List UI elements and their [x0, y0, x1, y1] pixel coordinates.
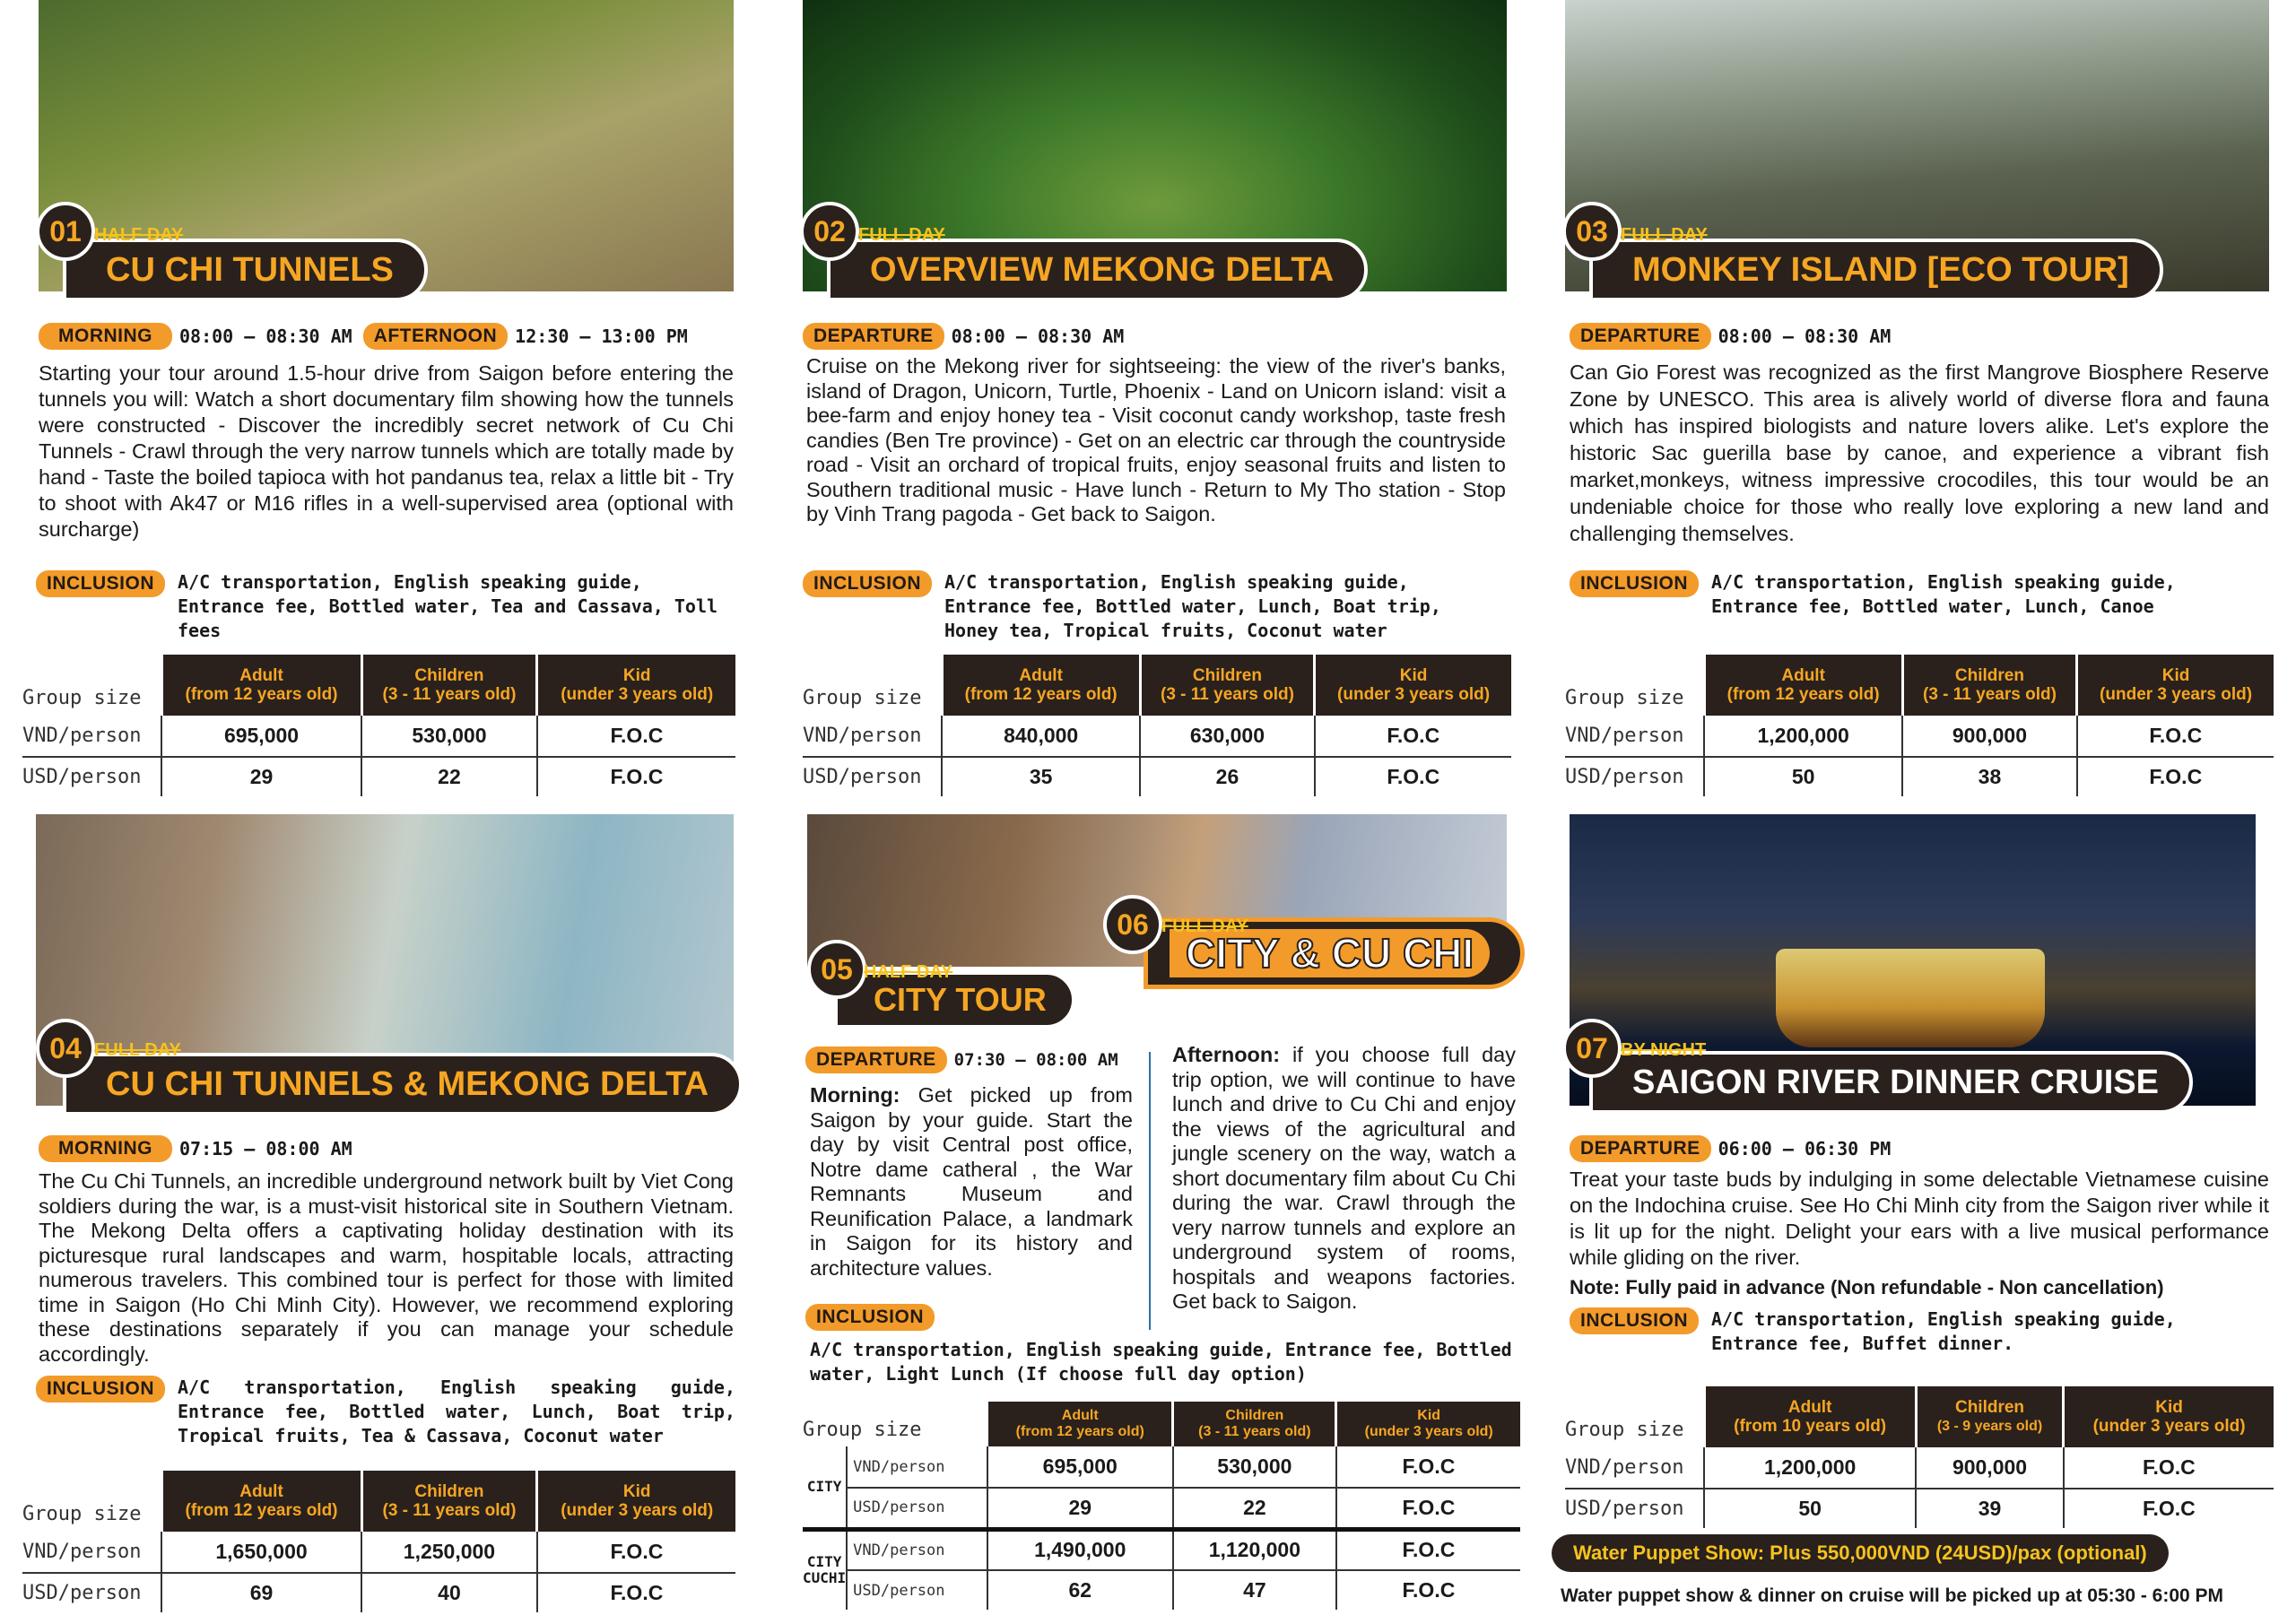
tour-title: SAIGON RIVER DINNER CRUISE — [1632, 1063, 2159, 1101]
departure-time: 07:30 – 08:00 AM — [953, 1050, 1118, 1070]
inclusion-text: A/C transportation, English speaking guide, Entrance fee, Bottled water, Lunch, Boat trip, Honey tea, Tropical fruits, Coconut water — [944, 571, 1441, 641]
children-header: Children (3 - 11 years old) — [361, 655, 537, 716]
children-header: Children (3 - 11 years old) — [361, 1471, 537, 1532]
usd-label: USD/person — [22, 1582, 142, 1604]
inclusion-tag: INCLUSION — [36, 570, 165, 597]
citycuchi-usd-row — [803, 1570, 1520, 1610]
city-usd-row — [803, 1488, 1520, 1529]
group-size-label: Group size — [22, 686, 142, 709]
tour-card-02 — [803, 0, 1507, 807]
price-table — [22, 1471, 735, 1612]
vnd-row — [22, 1532, 735, 1573]
price-vnd-children: 630,000 — [1140, 716, 1314, 757]
usd-label: USD/person — [1565, 1498, 1684, 1520]
usd-label: USD/person — [853, 1581, 945, 1600]
afternoon-description — [1172, 1043, 1516, 1315]
tour-card-01 — [22, 0, 734, 807]
price-usd-children: 39 — [1916, 1489, 2063, 1528]
price-vnd-children: 1,250,000 — [361, 1532, 537, 1573]
kid-header: Kid (under 3 years old) — [1315, 655, 1511, 716]
tour-type-label: HALF DAY — [94, 225, 184, 245]
price-city-usd-adult: 29 — [987, 1488, 1173, 1529]
departure-tag: DEPARTURE — [803, 323, 944, 350]
price-cc-usd-children: 47 — [1173, 1570, 1336, 1610]
tour-title-banner — [63, 1053, 743, 1116]
city-vnd-row — [803, 1446, 1520, 1488]
price-vnd-adult: 1,200,000 — [1704, 716, 1902, 757]
cruise-ship-lights — [1776, 949, 2045, 1047]
morning-time: 07:15 – 08:00 AM — [179, 1138, 352, 1159]
price-city-usd-kid: F.O.C — [1336, 1488, 1520, 1529]
adult-header: Adult (from 12 years old) — [1704, 655, 1902, 716]
inclusion-text: A/C transportation, English speaking guide, Entrance fee, Bottled water, Lunch, Boat trip, Tropical fruits, Tea & Cassava, Coconut water — [178, 1376, 735, 1446]
tour-description: Can Gio Forest was recognized as the first Mangrove Biosphere Reserve Zone by UNESCO. This area is alively world of diverse flora and fauna which has inspired biologists and nature lovers alike. Let's explore the historic Sac guerilla base by canoe, and experience a vibrant fish market,monkeys, witness impressive crocodiles, this tour would be an undeniable choice for those who really love exploring a new land and challenging themselves. — [1570, 360, 2269, 545]
kid-header: Kid (under 3 years old) — [2077, 655, 2274, 716]
tour-title-banner — [1589, 239, 2163, 301]
tour-title: OVERVIEW MEKONG DELTA — [870, 250, 1335, 289]
group-size-label: Group size — [22, 1502, 142, 1525]
afternoon-label: Afternoon: — [1172, 1043, 1281, 1066]
morning-tag: MORNING — [39, 323, 172, 350]
price-vnd-adult: 1,650,000 — [161, 1532, 361, 1573]
tour-number-badge: 07 — [1562, 1019, 1622, 1078]
tour-type-label: BY NIGHT — [1621, 1040, 1707, 1060]
tour-card-05-06 — [803, 814, 1520, 1624]
price-vnd-children: 900,000 — [1916, 1447, 2063, 1489]
tour-card-04 — [22, 814, 735, 1624]
price-vnd-adult: 1,200,000 — [1704, 1447, 1916, 1489]
tour-title: MONKEY ISLAND [ECO TOUR] — [1632, 250, 2129, 289]
adult-header: Adult (from 12 years old) — [161, 655, 361, 716]
price-usd-children: 26 — [1140, 757, 1314, 796]
price-table-city — [803, 1402, 1520, 1610]
group-size-label: Group size — [1565, 686, 1684, 709]
time-slots — [39, 323, 699, 350]
price-table — [1565, 1386, 2274, 1528]
afternoon-time: 12:30 – 13:00 PM — [515, 326, 688, 347]
price-cc-vnd-kid: F.O.C — [1336, 1529, 1520, 1570]
price-usd-kid: F.O.C — [2064, 1489, 2274, 1528]
price-vnd-children: 530,000 — [361, 716, 537, 757]
inclusion-tag: INCLUSION — [1570, 1307, 1699, 1334]
price-cc-usd-adult: 62 — [987, 1570, 1173, 1610]
children-header: Children (3 - 9 years old) — [1916, 1386, 2063, 1447]
kid-header: Kid (under 3 years old) — [2064, 1386, 2274, 1447]
city-label: CITY — [803, 1446, 847, 1529]
tour-number-badge: 04 — [36, 1019, 95, 1078]
vnd-row — [803, 716, 1511, 757]
inclusion-block — [1570, 570, 2269, 619]
price-cc-vnd-children: 1,120,000 — [1173, 1529, 1336, 1570]
price-usd-adult: 50 — [1704, 757, 1902, 796]
tour-description: Cruise on the Mekong river for sightseeing: the view of the river's banks, island of Dragon, Unicorn, Turtle, Phoenix - Land on Unicorn island: visit a bee-farm and enjoy honey tea - Visit coconut candy workshop, taste fresh candies (Ben Tre province) - Get on an electric car through the countryside road - Visit an orchard of tropical fruits, enjoy seasonal fruits and listen to Southern traditional music - Have lunch - Return to My Tho station - Stop by Vinh Trang pagoda - Get back to Saigon. — [806, 354, 1506, 525]
departure-tag: DEPARTURE — [1570, 1135, 1711, 1162]
usd-label: USD/person — [22, 766, 142, 788]
morning-description — [810, 1083, 1133, 1281]
tour-title-06: CITY & CU CHI — [1170, 929, 1490, 977]
usd-label: USD/person — [1565, 766, 1684, 788]
children-header: Children (3 - 11 years old) — [1140, 655, 1314, 716]
adult-header: Adult (from 12 years old) — [161, 1471, 361, 1532]
price-usd-adult: 29 — [161, 757, 361, 796]
price-usd-adult: 69 — [161, 1573, 361, 1612]
tour-description: Starting your tour around 1.5-hour drive from Saigon before entering the tunnels you will: Watch a short documentary film showing how the tunnels were constructed - Discover the incredibly secret network of Cu Chi Tunnels - Crawl through the very narrow tunnels which are totally made by hand - Taste the boiled tapioca with hot pandanus tea, relax a little bit - Try to shoot with Ak47 or M16 rifles in a well-supervised area (optional with surcharge) — [39, 361, 734, 541]
price-city-vnd-adult: 695,000 — [987, 1446, 1173, 1488]
kid-header: Kid (under 3 years old) — [537, 1471, 735, 1532]
tour-number-badge-06: 06 — [1103, 895, 1162, 954]
price-city-vnd-kid: F.O.C — [1336, 1446, 1520, 1488]
tour-type-label-06: FULL DAY — [1161, 916, 1248, 936]
afternoon-tag: AFTERNOON — [363, 323, 509, 350]
price-usd-children: 38 — [1902, 757, 2076, 796]
adult-header: Adult (from 12 years old) — [987, 1402, 1173, 1446]
tour-title-banner — [63, 239, 428, 301]
adult-header: Adult (from 10 years old) — [1704, 1386, 1916, 1447]
time-slots — [39, 1135, 363, 1162]
departure-time: 06:00 – 06:30 PM — [1718, 1138, 1892, 1159]
departure-time: 08:00 – 08:30 AM — [951, 326, 1125, 347]
price-usd-children: 40 — [361, 1573, 537, 1612]
inclusion-block — [803, 570, 1502, 643]
price-vnd-kid: F.O.C — [2064, 1447, 2274, 1489]
price-usd-adult: 50 — [1704, 1489, 1916, 1528]
time-slots — [1570, 1135, 1901, 1162]
departure-time: 08:00 – 08:30 AM — [1718, 326, 1892, 347]
tour-description: The Cu Chi Tunnels, an incredible underground network built by Viet Cong soldiers during the war, is a must-visit historical site in Southern Vietnam. The Mekong Delta offers a captivating holiday destination with its picturesque rural landscapes and warm, hospitable locals, attracting numerous travelers. This combined tour is perfect for those with limited time in Saigon (Ho Chi Minh City). However, we recommend exploring these destinations separately if you can manage your schedule accordingly. — [39, 1169, 734, 1366]
tour-title-05: CITY TOUR — [874, 981, 1047, 1018]
inclusion-tag: INCLUSION — [36, 1376, 165, 1403]
vnd-row — [22, 716, 735, 757]
time-slots — [1570, 323, 1901, 350]
water-puppet-banner: Water Puppet Show: Plus 550,000VND (24USD)/pax (optional) — [1552, 1534, 2169, 1572]
inclusion-block — [36, 1376, 735, 1448]
price-table — [803, 655, 1511, 796]
inclusion-tag: INCLUSION — [1570, 570, 1699, 597]
morning-time: 08:00 – 08:30 AM — [179, 326, 352, 347]
vnd-label: VND/person — [1565, 725, 1684, 747]
column-divider — [1149, 1052, 1151, 1330]
vnd-label: VND/person — [803, 725, 922, 747]
tour-description: Treat your taste buds by indulging in some delectable Vietnamese cuisine on the Indochina cruise. See Ho Chi Minh city from the Saigon river while it is lit up for the night. Delight your ears with a live musical performance while gliding on the river. — [1570, 1168, 2269, 1269]
price-vnd-kid: F.O.C — [537, 1532, 735, 1573]
adult-header: Adult (from 12 years old) — [942, 655, 1140, 716]
vnd-row — [1565, 1447, 2274, 1489]
vnd-label: VND/person — [22, 725, 142, 747]
tour-card-03 — [1565, 0, 2269, 807]
price-usd-kid: F.O.C — [537, 757, 735, 796]
morning-label: Morning: — [810, 1083, 900, 1107]
vnd-label: VND/person — [22, 1541, 142, 1563]
price-table — [1565, 655, 2274, 796]
price-vnd-children: 900,000 — [1902, 716, 2076, 757]
vnd-label: VND/person — [1565, 1456, 1684, 1479]
price-usd-kid: F.O.C — [2077, 757, 2274, 796]
price-usd-children: 22 — [361, 757, 537, 796]
usd-row — [803, 757, 1511, 796]
tour-title: CU CHI TUNNELS & MEKONG DELTA — [106, 1064, 709, 1103]
price-cc-vnd-adult: 1,490,000 — [987, 1529, 1173, 1570]
kid-header: Kid (under 3 years old) — [1336, 1402, 1520, 1446]
vnd-row — [1565, 716, 2274, 757]
inclusion-text: A/C transportation, English speaking guide, Entrance fee, Buffet dinner. — [1711, 1308, 2176, 1354]
inclusion-text: A/C transportation, English speaking guide, Entrance fee, Bottled water, Lunch, Canoe — [1711, 571, 2176, 617]
children-header: Children (3 - 11 years old) — [1902, 655, 2076, 716]
tour-type-label-05: HALF DAY — [864, 962, 953, 982]
time-slots — [805, 1046, 1129, 1073]
inclusion-block — [36, 570, 735, 643]
price-vnd-adult: 840,000 — [942, 716, 1140, 757]
price-city-vnd-children: 530,000 — [1173, 1446, 1336, 1488]
price-usd-kid: F.O.C — [537, 1573, 735, 1612]
departure-tag: DEPARTURE — [805, 1046, 947, 1073]
usd-row — [1565, 1489, 2274, 1528]
tour-type-label: FULL DAY — [1621, 225, 1708, 245]
price-table — [22, 655, 735, 796]
price-vnd-kid: F.O.C — [1315, 716, 1511, 757]
afternoon-text: if you choose full day trip option, we will continue to have lunch and drive to Cu Chi and enjoy the views of the agricultural and jungle scenery on the way, watch a short documentary film about Cu Chi during the war. Crawl through the very narrow tunnels and explore an underground system of rooms, hospitals and weapons factories. Get back to Saigon. — [1172, 1043, 1517, 1313]
price-usd-adult: 35 — [942, 757, 1140, 796]
morning-tag: MORNING — [39, 1135, 172, 1162]
tour-title: CU CHI TUNNELS — [106, 250, 394, 289]
time-slots — [803, 323, 1135, 350]
inclusion-block — [1570, 1307, 2269, 1356]
citycuchi-label: CITY CUCHI — [803, 1529, 847, 1610]
vnd-label: VND/person — [853, 1541, 945, 1559]
tour-number-badge-05: 05 — [807, 940, 866, 999]
price-vnd-kid: F.O.C — [2077, 716, 2274, 757]
group-size-label: Group size — [1565, 1418, 1684, 1441]
tour-title-banner — [827, 239, 1368, 301]
price-vnd-kid: F.O.C — [537, 716, 735, 757]
pickup-note: Water puppet show & dinner on cruise will be picked up at 05:30 - 6:00 PM — [1561, 1585, 2224, 1606]
vnd-label: VND/person — [853, 1457, 945, 1476]
usd-row — [1565, 757, 2274, 796]
usd-label: USD/person — [803, 766, 922, 788]
price-usd-kid: F.O.C — [1315, 757, 1511, 796]
tour-card-07 — [1561, 814, 2269, 1624]
tour-number-badge: 02 — [800, 202, 859, 261]
price-vnd-adult: 695,000 — [161, 716, 361, 757]
morning-text: Get picked up from Saigon by your guide. Start the day by visit Central post office, Notre dame catheral , the War Remnants Museum and Reunification Palace, a landmark in Saigon for its history and architecture values. — [810, 1083, 1133, 1280]
departure-tag: DEPARTURE — [1570, 323, 1711, 350]
usd-row — [22, 757, 735, 796]
inclusion-tag: INCLUSION — [803, 570, 932, 597]
group-size-label: Group size — [803, 1418, 922, 1441]
citycuchi-vnd-row — [803, 1529, 1520, 1570]
payment-note: Note: Fully paid in advance (Non refundable - Non cancellation) — [1570, 1276, 2164, 1298]
tour-type-label: FULL DAY — [858, 225, 945, 245]
tour-number-badge: 03 — [1562, 202, 1622, 261]
tour-number-badge: 01 — [36, 202, 95, 261]
group-size-label: Group size — [803, 686, 922, 709]
kid-header: Kid (under 3 years old) — [537, 655, 735, 716]
price-cc-usd-kid: F.O.C — [1336, 1570, 1520, 1610]
children-header: Children (3 - 11 years old) — [1173, 1402, 1336, 1446]
usd-label: USD/person — [853, 1498, 945, 1517]
price-city-usd-children: 22 — [1173, 1488, 1336, 1529]
usd-row — [22, 1573, 735, 1612]
inclusion-tag: INCLUSION — [805, 1304, 935, 1331]
inclusion-text: A/C transportation, English speaking guide, Entrance fee, Bottled water, Light Lunch (If choose full day option) — [810, 1339, 1512, 1385]
inclusion-text: A/C transportation, English speaking guide, Entrance fee, Bottled water, Tea and Cassava, Toll fees — [178, 571, 718, 641]
tour-type-label: FULL DAY — [94, 1040, 181, 1060]
